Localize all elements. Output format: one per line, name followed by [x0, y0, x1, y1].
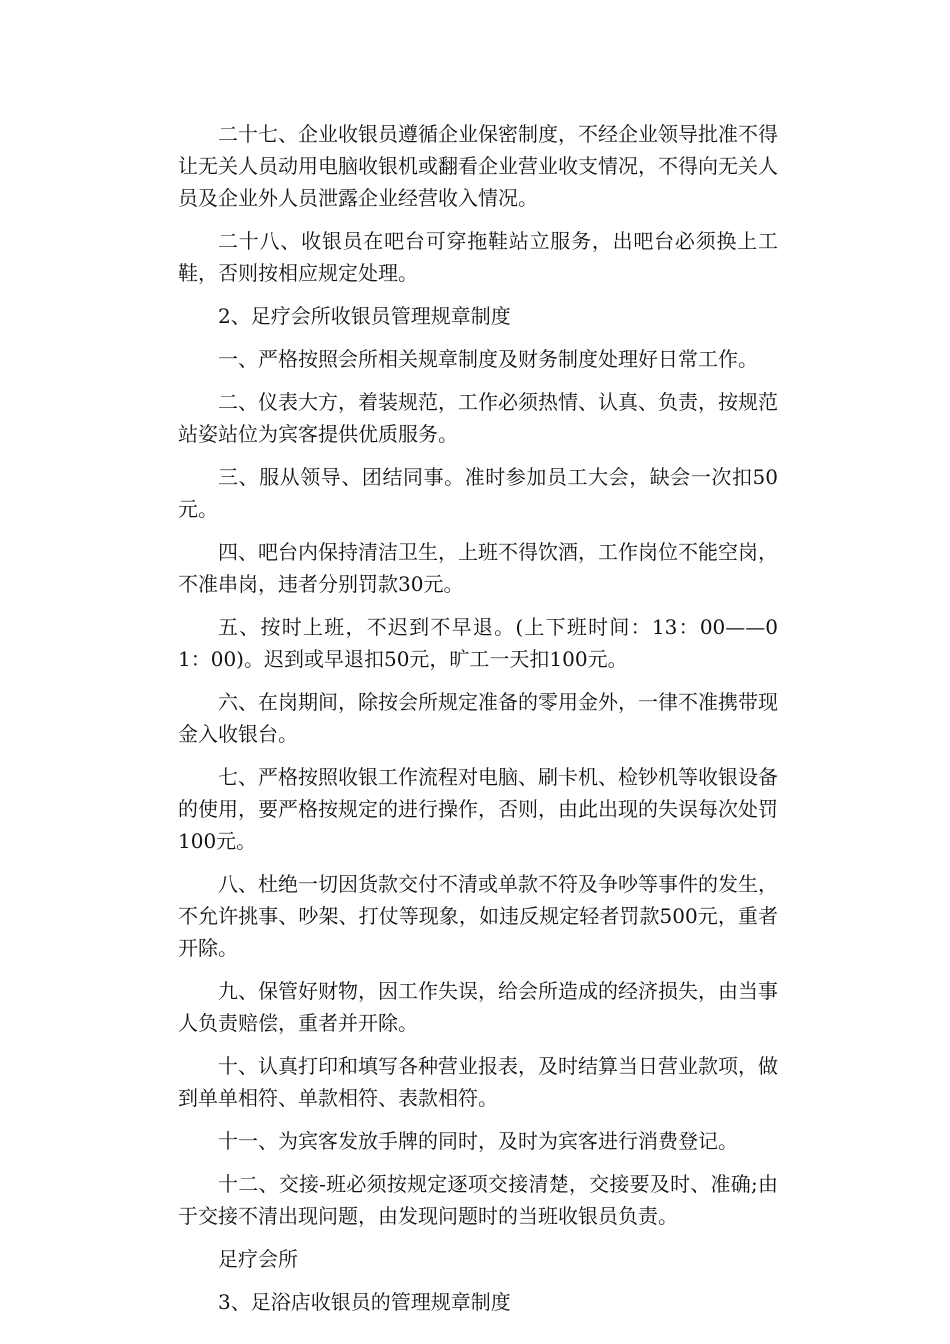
paragraph-signature: 足疗会所 — [218, 1247, 298, 1271]
paragraph-rule-6: 六、在岗期间，除按会所规定准备的零用金外，一律不准携带现金入收银台。 — [178, 690, 778, 746]
section-heading-3: 3、足浴店收银员的管理规章制度 — [218, 1290, 511, 1314]
paragraph-rule-9: 九、保管好财物，因工作失误，给会所造成的经济损失，由当事人负责赔偿，重者并开除。 — [178, 979, 778, 1035]
paragraph-rule-10: 十、认真打印和填写各种营业报表，及时结算当日营业款项，做到单单相符、单款相符、表款相符。 — [178, 1054, 778, 1110]
paragraph-rule-2: 二、仪表大方，着装规范，工作必须热情、认真、负责，按规范站姿站位为宾客提供优质服务。 — [178, 390, 778, 446]
paragraph-rule-3: 三、服从领导、团结同事。准时参加员工大会，缺会一次扣50元。 — [178, 465, 778, 521]
paragraph-rule-12: 十二、交接-班必须按规定逐项交接清楚，交接要及时、准确;由于交接不清出现问题，由发现问题时的当班收银员负责。 — [178, 1172, 778, 1228]
paragraph-rule-1: 一、严格按照会所相关规章制度及财务制度处理好日常工作。 — [218, 347, 758, 371]
document-body — [178, 118, 778, 1329]
paragraph-rule-11: 十一、为宾客发放手牌的同时，及时为宾客进行消费登记。 — [218, 1129, 738, 1153]
paragraph-rule-27: 二十七、企业收银员遵循企业保密制度，不经企业领导批准不得让无关人员动用电脑收银机或翻看企业营业收支情况，不得向无关人员及企业外人员泄露企业经营收入情况。 — [178, 122, 778, 210]
section-heading-2: 2、足疗会所收银员管理规章制度 — [218, 304, 511, 328]
paragraph-rule-4: 四、吧台内保持清洁卫生，上班不得饮酒，工作岗位不能空岗，不准串岗，违者分别罚款30元。 — [178, 540, 778, 596]
paragraph-rule-8: 八、杜绝一切因货款交付不清或单款不符及争吵等事件的发生，不允许挑事、吵架、打仗等现象，如违反规定轻者罚款500元，重者开除。 — [178, 872, 778, 960]
paragraph-rule-7: 七、严格按照收银工作流程对电脑、刷卡机、检钞机等收银设备的使用，要严格按规定的进行操作，否则，由此出现的失误每次处罚100元。 — [178, 765, 778, 853]
paragraph-rule-28: 二十八、收银员在吧台可穿拖鞋站立服务，出吧台必须换上工鞋，否则按相应规定处理。 — [178, 229, 778, 285]
paragraph-rule-5: 五、按时上班，不迟到不早退。(上下班时间：13：00——01：00)。迟到或早退扣50元，旷工一天扣100元。 — [178, 615, 778, 671]
